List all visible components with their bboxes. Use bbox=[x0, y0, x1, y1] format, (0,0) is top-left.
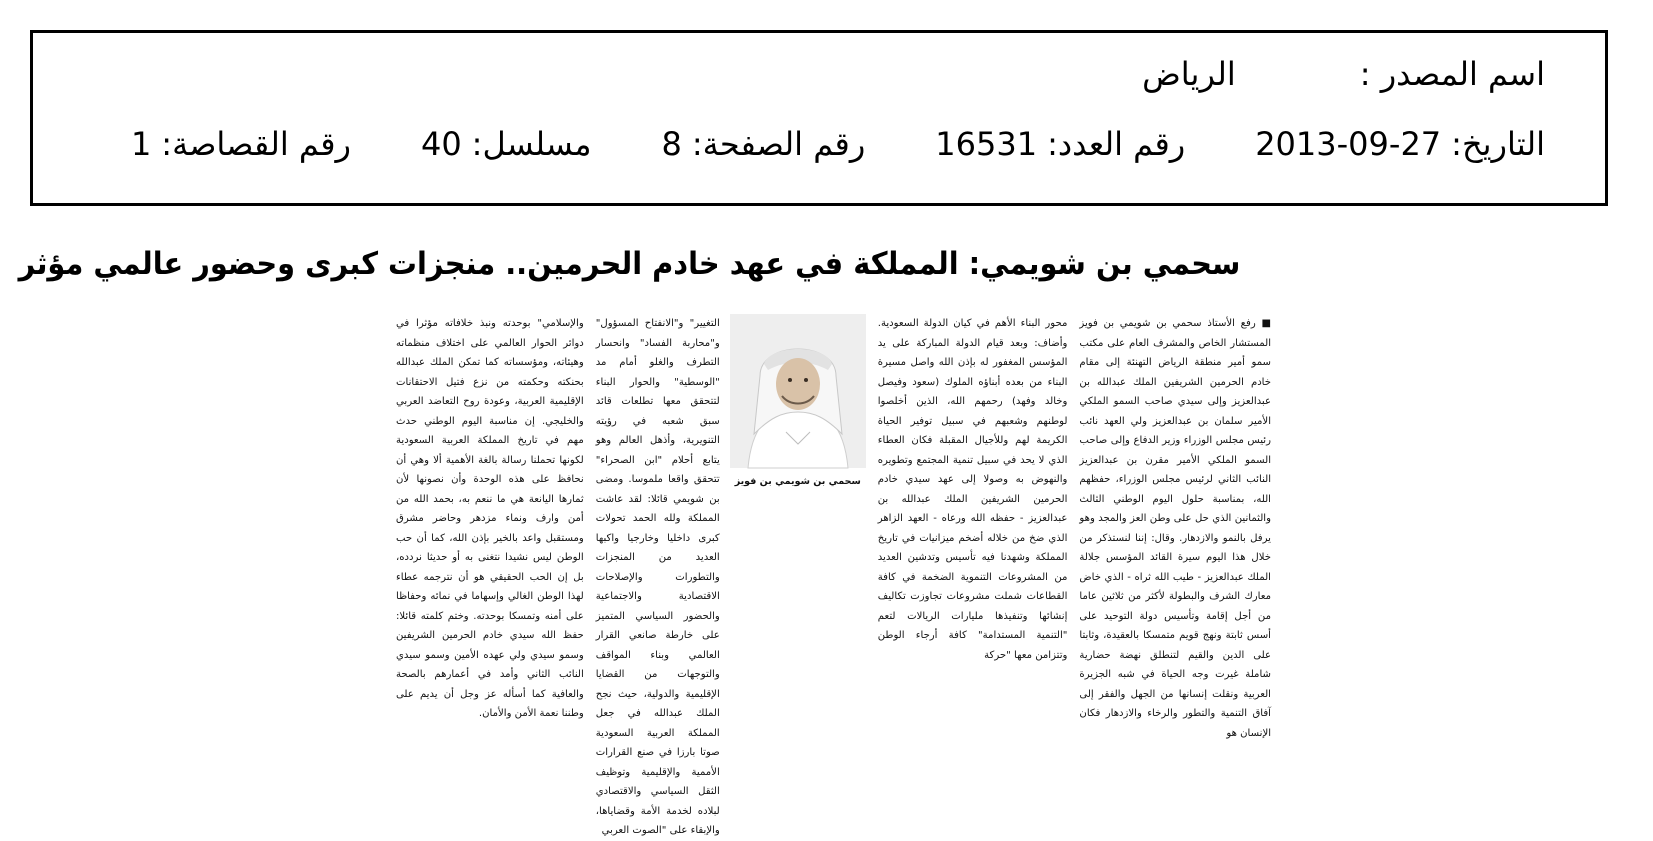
page-label: رقم الصفحة: bbox=[691, 125, 866, 163]
article-headline: سحمي بن شويمي: المملكة في عهد خادم الحرمين.. منجزات كبرى وحضور عالمي مؤثر bbox=[18, 246, 1241, 282]
article-column-3: التغيير" و"الانفتاح المسؤول" و"محاربة الفساد" وانحسار التطرف والغلو أمام مد "الوسطية" والحوار البناء لتتحقق معها تطلعات قائد سبق شعبه في رؤيته التنويرية، وأذهل العالم وهو يتابع أحلام "ابن الصحراء" تتحقق واقعا ملموسا. ومضى بن شويمي قائلا: لقد عاشت المملكة ولله الحمد تحولات كبرى داخليا وخارجيا واكبها العديد من المنجزات والتطورات والإصلاحات الاقتصادية والاجتماعية والحضور السياسي المتميز على خارطة صانعي القرار العالمي وبناء المواقف والتوجهات من القضايا الإقليمية والدولية، حيث نجح الملك عبدالله في جعل المملكة العربية السعودية صوتا بارزا في صنع القرارات الأممية والإقليمية وتوظيف الثقل السياسي والاقتصادي لبلاده لخدمة الأمة وقضاياها، والإبقاء على "الصوت العربي bbox=[595, 318, 720, 836]
clip-label: رقم القصاصة: bbox=[161, 125, 351, 163]
clip-field bbox=[131, 125, 351, 163]
portrait-illustration bbox=[730, 314, 866, 468]
article-column-2: محور البناء الأهم في كيان الدولة السعودية. وأضاف: وبعد قيام الدولة المباركة على يد المؤسس المغفور له بإذن الله واصل مسيرة البناء من بعده أبناؤه الملوك (سعود وفيصل وخالد وفهد) رحمهم الله، الذين أخلصوا لوطنهم وشعبهم في سبيل توفير الحياة الكريمة لهم وللأجيال المقبلة فكان العطاء الذي لا يحد في سبيل تنمية المجتمع وتطويره والنهوض به وصولا إلى عهد سيدي خادم الحرمين الشريفين الملك عبدالله بن عبدالعزيز - حفظه الله ورعاه - العهد الزاهر الذي ضخ من خلاله أضخم ميزانيات في تاريخ المملكة وشهدنا فيه تأسيس وتدشين العديد من المشروعات التنموية الضخمة في كافة القطاعات شملت مشروعات تجاوزت تكاليف إنشائها وتنفيذها مليارات الريالات لتعم "التنمية المستدامة" كافة أرجاء الوطن وتتزامن معها "حركة bbox=[877, 318, 1068, 661]
page-value: 8 bbox=[661, 125, 682, 163]
page-field bbox=[662, 125, 866, 163]
issue-field bbox=[935, 125, 1185, 163]
portrait-block bbox=[730, 314, 866, 724]
article-column-4: والإسلامي" بوحدته ونبذ خلافاته مؤثرا في دوائر الحوار العالمي على اختلاف منظماته وهيئاته، ومؤسساته كما تمكن الملك عبدالله بحنكته وحكمته من نزع فتيل الاحتقانات الإقليمية العربية، وعودة روح التعاضد العربي والخليجي. إن مناسبة اليوم الوطني حدث مهم في تاريخ المملكة العربية السعودية لكونها تحملنا رسالة بالغة الأهمية ألا وهي أن نحافظ على هذه الوحدة وأن نصونها لأن ثمارها اليانعة هي ما ننعم به، بحمد الله من أمن وارف ونماء مزدهر وحاضر مشرق ومستقبل واعد بالخير بإذن الله، كما أن حب الوطن ليس نشيدا نتغنى به أو حديثا نردده، بل إن الحب الحقيقي هو أن نترجمه عطاء لهذا الوطن الغالي وإسهاما في نمائه وحفاظا على أمنه وتمسكا بوحدته. وختم كلمته قائلا: حفظ الله سيدي خادم الحرمين الشريفين وسمو سيدي ولي عهده الأمين وسمو سيدي النائب الثاني وأمد في أعمارهم بالصحة والعافية كما أسأله عز وجل أن يديم على وطننا نعمة الأمن والأمان. bbox=[396, 318, 584, 719]
serial-value: 40 bbox=[420, 125, 462, 163]
date-label: التاريخ: bbox=[1451, 125, 1545, 163]
article-column-1: ■ رفع الأستاذ سحمي بن شويمي بن فويز المستشار الخاص والمشرف العام على مكتب سمو أمير منطقة الرياض التهنئة إلى مقام خادم الحرمين الشريفين الملك عبدالله بن عبدالعزيز وإلى سيدي صاحب السمو الملكي الأمير سلمان بن عبدالعزيز ولي العهد نائب رئيس مجلس الوزراء وزير الدفاع وإلى صاحب السمو الملكي الأمير مقرن بن عبدالعزيز النائب الثاني لرئيس مجلس الوزراء، حفظهم الله، بمناسبة حلول اليوم الوطني الثالث والثمانين الذي حل على وطن العز والمجد وهو يرفل بالنمو والازدهار. وقال: إننا لنستذكر من خلال هذا اليوم سيرة القائد المؤسس جلالة الملك عبدالعزيز - طيب الله ثراه - الذي خاض معارك الشرف والبطولة لأكثر من ثلاثين عاما من أجل إقامة وتأسيس دولة التوحيد على أسس ثابتة ونهج قويم متمسكا بالعقيدة، وثابتا على الدين والقيم لتنطلق نهضة حضارية شاملة غيرت وجه الحياة في شبه الجزيرة العربية ونقلت إنسانها من الجهل والفقر إلى آفاق التنمية والتطور والرخاء والازدهار فكان الإنسان هو bbox=[1079, 318, 1271, 739]
date-field bbox=[1255, 125, 1545, 163]
article-column-3-with-photo bbox=[595, 314, 866, 836]
meta-row bbox=[131, 125, 1545, 163]
portrait-photo bbox=[730, 314, 866, 468]
date-value: 2013-09-27 bbox=[1255, 125, 1442, 163]
source-header-box bbox=[30, 30, 1608, 206]
serial-label: مسلسل: bbox=[471, 125, 592, 163]
issue-value: 16531 bbox=[935, 125, 1038, 163]
newspaper-clipping bbox=[18, 246, 1271, 836]
portrait-caption: سحمي بن شويمي بن فويز bbox=[734, 476, 861, 487]
issue-label: رقم العدد: bbox=[1047, 125, 1186, 163]
source-label: اسم المصدر : bbox=[1359, 55, 1545, 93]
clip-value: 1 bbox=[130, 125, 152, 163]
source-value: الرياض bbox=[1142, 55, 1236, 93]
serial-field bbox=[421, 125, 592, 163]
article-columns bbox=[396, 314, 1271, 836]
source-row bbox=[1142, 55, 1545, 93]
